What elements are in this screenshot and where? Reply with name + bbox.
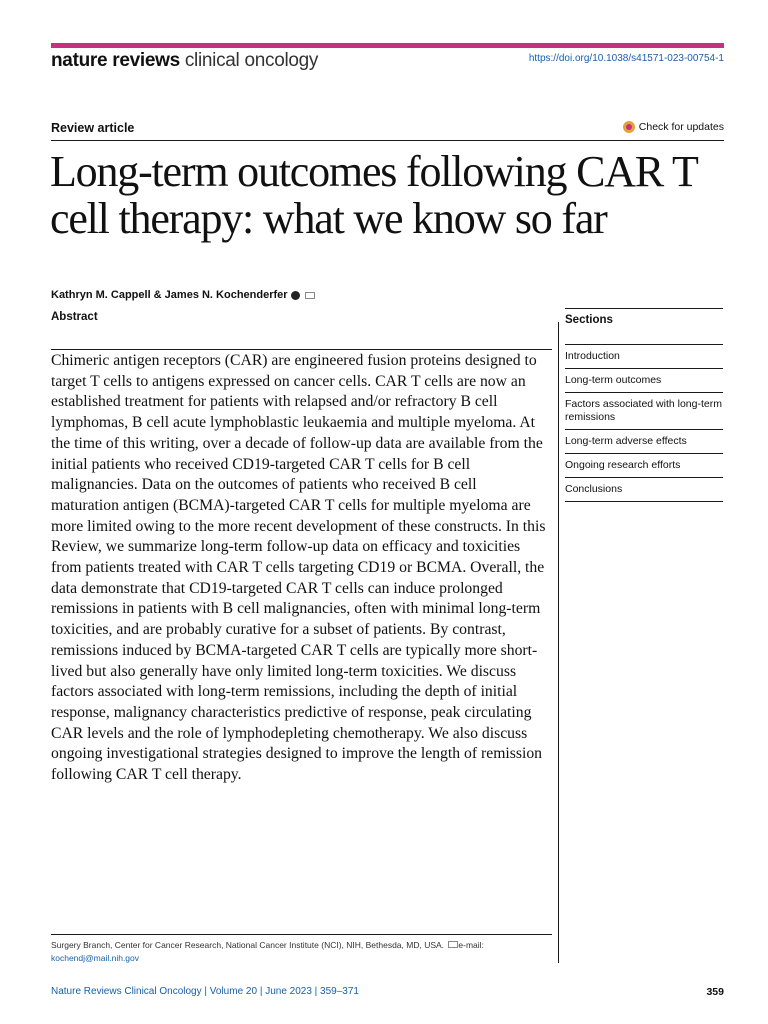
- check-updates-icon: [623, 121, 635, 133]
- affiliation-footnote: [51, 939, 551, 965]
- envelope-icon[interactable]: [305, 292, 315, 299]
- sections-heading: Sections: [565, 309, 723, 345]
- affiliation-text: Surgery Branch, Center for Cancer Research, National Cancer Institute (NCI), NIH, Bethesda, MD, USA.: [51, 940, 445, 950]
- authors-text: Kathryn M. Cappell & James N. Kochenderfer: [51, 289, 288, 301]
- article-type: Review article: [51, 121, 135, 135]
- section-link-factors[interactable]: Factors associated with long-term remissions: [565, 393, 723, 430]
- journal-footer: [51, 986, 359, 997]
- brand-light: clinical oncology: [184, 50, 319, 71]
- check-for-updates-label: Check for updates: [638, 121, 724, 133]
- abstract-divider: [51, 349, 552, 350]
- section-link-adverse-effects[interactable]: Long-term adverse effects: [565, 430, 723, 454]
- email-label: e-mail:: [458, 940, 484, 950]
- author-list: [51, 289, 315, 301]
- envelope-icon: [448, 941, 458, 948]
- doi-link[interactable]: https://doi.org/10.1038/s41571-023-00754-1: [528, 53, 724, 64]
- footer-volume-info: | Volume 20 | June 2023 | 359–371: [204, 986, 359, 997]
- column-divider: [558, 322, 559, 963]
- brand-bold: nature reviews: [51, 50, 180, 71]
- email-link[interactable]: kochendj@mail.nih.gov: [51, 953, 140, 963]
- orcid-icon[interactable]: [291, 291, 300, 300]
- journal-accent-bar: [51, 43, 724, 48]
- page-number: 359: [706, 986, 724, 998]
- journal-brand: [51, 50, 318, 72]
- article-title: Long-term outcomes following CAR T cell therapy: what we know so far: [50, 147, 697, 243]
- section-link-conclusions[interactable]: Conclusions: [565, 478, 723, 502]
- header-divider: [51, 140, 724, 141]
- section-link-long-term-outcomes[interactable]: Long-term outcomes: [565, 369, 723, 393]
- section-link-ongoing-research[interactable]: Ongoing research efforts: [565, 454, 723, 478]
- abstract-heading: Abstract: [51, 311, 98, 323]
- check-for-updates-button[interactable]: [623, 121, 724, 133]
- footnote-divider: [51, 934, 552, 935]
- sections-nav: [565, 308, 723, 502]
- abstract-text: Chimeric antigen receptors (CAR) are engineered fusion proteins designed to target T cells to antigens expressed on cancer cells. CAR T cells are now an established treatment for patients with relapsed and/or refractory B cell lymphomas, B cell acute lymphoblastic leukaemia and multiple myeloma. At the time of this writing, over a decade of follow-up data are available from the initial patients who received CD19-targeted CAR T cells for B cell malignancies. Data on the outcomes of patients who received B cell maturation antigen (BCMA)-targeted CAR T cells for multiple myeloma are more limited owing to the more recent development of these constructs. In this Review, we summarize long-term follow-up data on efficacy and toxicities from patients treated with CAR T cells targeting CD19 or BCMA. Overall, the data demonstrate that CD19-targeted CAR T cells can induce prolonged remissions in patients with B cell malignancies, often with minimal long-term toxicities, and are probably curative for a subset of patients. By contrast, remissions induced by BCMA-targeted CAR T cells are typically more short-lived but also generally have only limited long-term toxicities. We discuss factors associated with long-term remissions, including the depth of initial response, malignancy characteristics predictive of response, peak circulating CAR levels and the role of lymphodepleting chemotherapy. We also discuss ongoing investigational strategies designed to improve the length of remission following CAR T cell therapy.: [51, 352, 546, 784]
- footer-journal-name[interactable]: Nature Reviews Clinical Oncology: [51, 986, 202, 997]
- section-link-introduction[interactable]: Introduction: [565, 345, 723, 369]
